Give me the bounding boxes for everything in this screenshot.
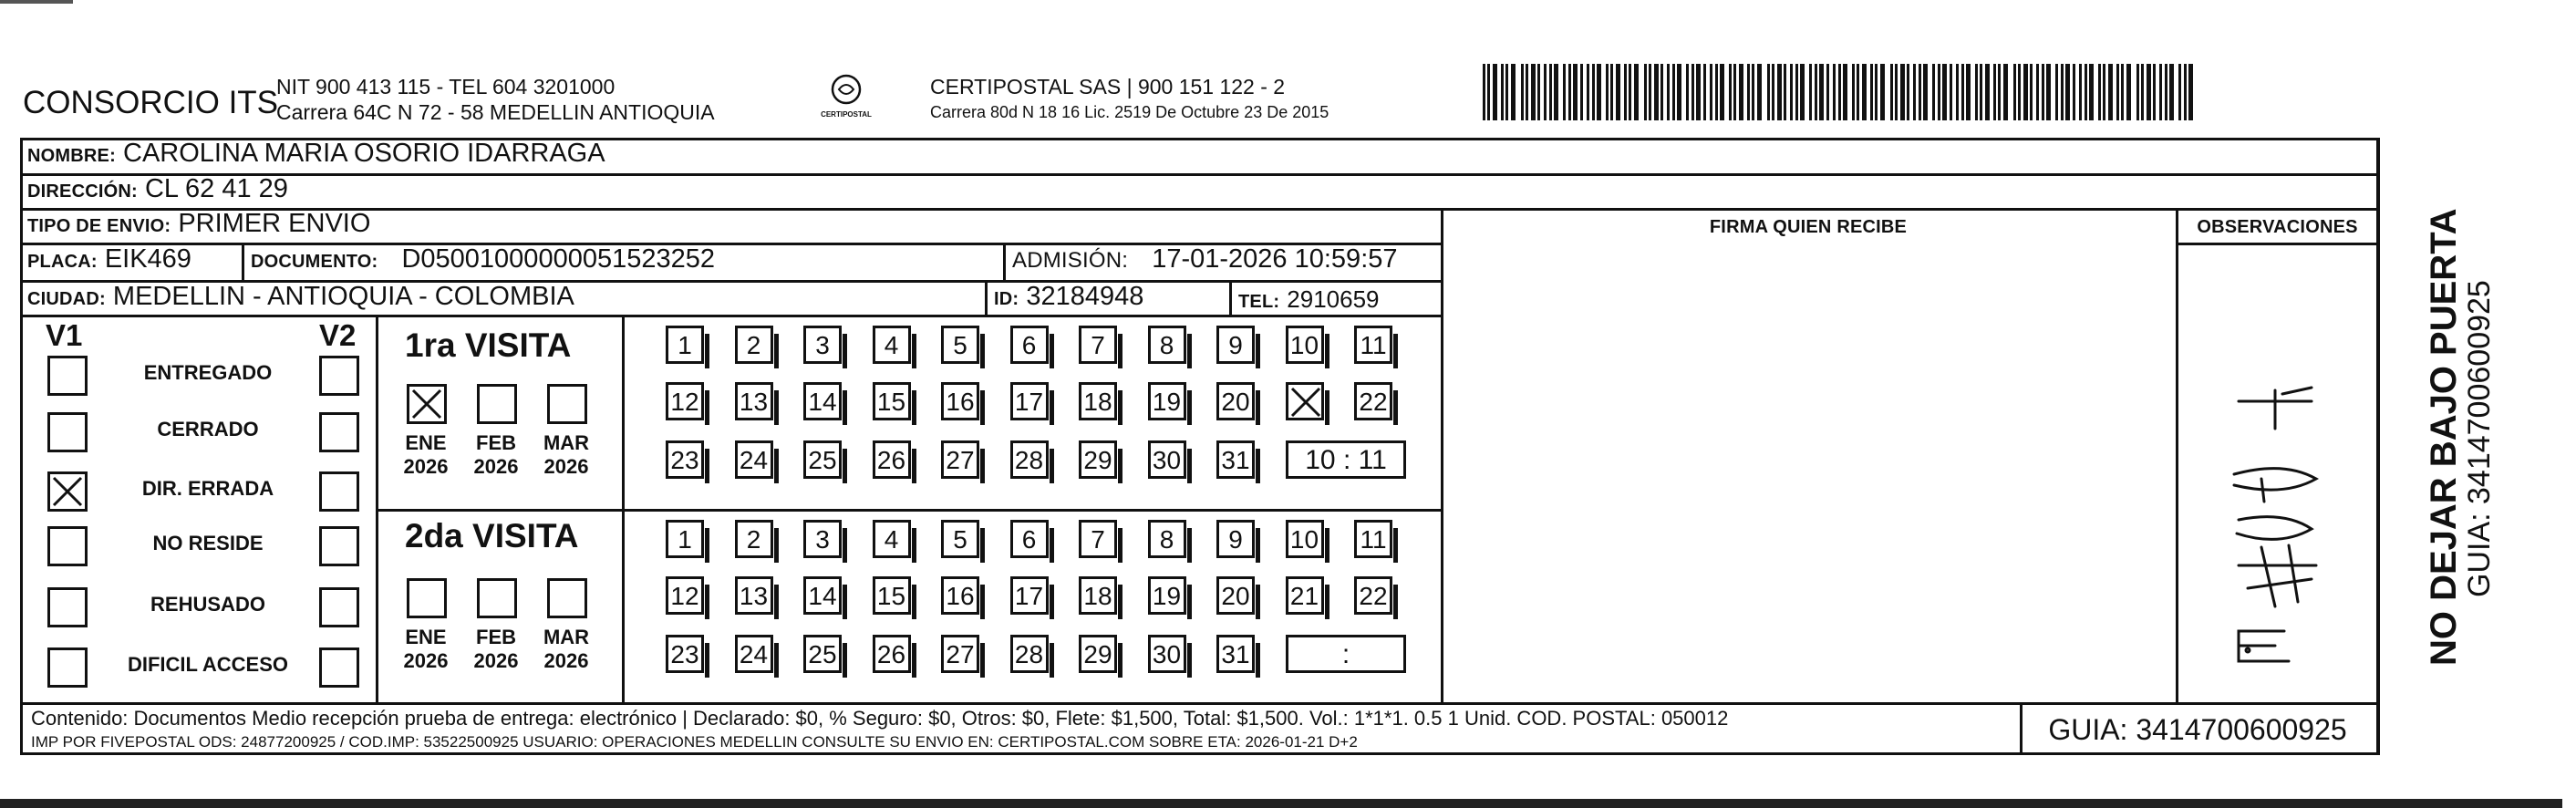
- barcode-bar: [1975, 64, 1978, 120]
- placa-label: PLACA:: [27, 252, 98, 272]
- barcode-bar: [2030, 64, 2033, 120]
- barcode-bar: [2089, 64, 2094, 120]
- barcode-bar: [2061, 64, 2064, 120]
- barcode-bar: [2108, 64, 2113, 120]
- day-box[interactable]: 19: [1148, 382, 1186, 420]
- id-row: [994, 284, 1143, 310]
- barcode-bar: [1747, 64, 1750, 120]
- barcode-bar: [1950, 64, 1952, 120]
- scan-artifact: [0, 799, 2576, 808]
- day-box[interactable]: 9: [1216, 326, 1255, 364]
- day-box[interactable]: 16: [941, 576, 979, 615]
- tel-value: 2910659: [1287, 285, 1380, 313]
- scan-artifact: [0, 0, 73, 4]
- barcode-bar: [1624, 64, 1627, 120]
- v2-checkbox[interactable]: [319, 587, 359, 627]
- day-box[interactable]: 15: [873, 576, 911, 615]
- month-label: [394, 626, 458, 674]
- day-box[interactable]: 26: [873, 635, 911, 673]
- day-box[interactable]: 1: [666, 326, 704, 364]
- nombre-row: [27, 140, 605, 167]
- v2-checkbox[interactable]: [319, 526, 359, 566]
- barcode-bar: [1913, 64, 1916, 120]
- col-divider: [1441, 208, 1443, 705]
- barcode-bar: [1686, 64, 1689, 120]
- barcode-bar: [1857, 64, 1859, 120]
- month-year: 2026: [473, 649, 519, 673]
- day-box[interactable]: 22: [1354, 382, 1392, 420]
- barcode-bar: [2178, 64, 2181, 120]
- barcode-bar: [1610, 64, 1613, 120]
- barcode-bar: [2003, 64, 2008, 120]
- barcode-bar: [1660, 64, 1663, 120]
- barcode-bar: [1739, 64, 1743, 120]
- barcode-bar: [2098, 64, 2101, 120]
- ciudad-row: [27, 284, 574, 310]
- day-box[interactable]: 18: [1079, 382, 1117, 420]
- day-box[interactable]: 15: [873, 382, 911, 420]
- day-box[interactable]: 26: [873, 440, 911, 479]
- day-box[interactable]: 7: [1079, 520, 1117, 558]
- month-year: 2026: [403, 455, 449, 479]
- day-box[interactable]: 17: [1010, 382, 1049, 420]
- barcode-bar: [1900, 64, 1905, 120]
- company-nit-tel: NIT 900 413 115 - TEL 604 3201000: [276, 75, 616, 98]
- v2-checkbox[interactable]: [319, 356, 359, 396]
- barcode-bar: [1800, 64, 1805, 120]
- tel-label: TEL:: [1238, 292, 1280, 312]
- status-option-label: REHUSADO: [150, 593, 265, 616]
- barcode-bar: [1729, 64, 1732, 120]
- barcode-bar: [1521, 64, 1524, 120]
- row-divider: [20, 173, 2380, 176]
- second-visit-label: 2da VISITA: [405, 517, 579, 554]
- carrier-address: Carrera 80d N 18 16 Lic. 2519 De Octubre 23 De 2015: [930, 103, 1329, 121]
- month-year: 2026: [403, 649, 449, 673]
- barcode-bar: [1654, 64, 1659, 120]
- admision-label: ADMISIÓN:: [1012, 248, 1129, 273]
- admision-row: [1012, 246, 1398, 273]
- barcode-bar: [1895, 64, 1898, 120]
- barcode-bar: [1890, 64, 1893, 120]
- barcode-bar: [1932, 64, 1935, 120]
- barcode-bar: [1568, 64, 1571, 120]
- barcode-bar: [1587, 64, 1589, 120]
- direccion-label: DIRECCIÓN:: [27, 181, 138, 202]
- barcode-bar: [1942, 64, 1947, 120]
- barcode-bar: [1544, 64, 1547, 120]
- barcode-bar: [1772, 64, 1774, 120]
- barcode-bar: [1870, 64, 1873, 120]
- barcode-bar: [1573, 64, 1578, 120]
- col-divider: [1229, 280, 1232, 317]
- barcode-bar: [1606, 64, 1609, 120]
- barcode-bar: [1563, 64, 1566, 120]
- day-box[interactable]: 16: [941, 382, 979, 420]
- v2-checkbox[interactable]: [319, 412, 359, 452]
- footer-guia: GUIA: 3414700600925: [2048, 713, 2347, 746]
- barcode-bar: [1852, 64, 1855, 120]
- time-box[interactable]: :: [1286, 635, 1406, 673]
- day-box[interactable]: 31: [1216, 635, 1255, 673]
- month-year: 2026: [543, 649, 589, 673]
- barcode-bar: [1875, 64, 1878, 120]
- time-box[interactable]: 10 : 11: [1286, 440, 1406, 479]
- day-box[interactable]: 5: [941, 520, 979, 558]
- x-mark-icon: [50, 474, 85, 509]
- barcode-bar: [2116, 64, 2119, 120]
- barcode-bar: [1531, 64, 1536, 120]
- barcode-bar: [1838, 64, 1841, 120]
- barcode-bar: [2184, 64, 2187, 120]
- month-year: 2026: [543, 455, 589, 479]
- barcode-bar: [1616, 64, 1620, 120]
- month-checkbox[interactable]: [407, 578, 447, 618]
- placa-row: [27, 246, 191, 273]
- barcode-bar: [1696, 64, 1701, 120]
- day-box[interactable]: 13: [735, 382, 773, 420]
- status-option-label: ENTREGADO: [143, 361, 273, 384]
- barcode-bar: [1907, 64, 1909, 120]
- day-box[interactable]: [1286, 382, 1324, 420]
- x-mark-icon: [1288, 385, 1323, 420]
- barcode-bar: [2153, 64, 2156, 120]
- day-box[interactable]: 9: [1216, 520, 1255, 558]
- day-box[interactable]: 2: [735, 326, 773, 364]
- barcode-bar: [1505, 64, 1508, 120]
- day-box[interactable]: 12: [666, 382, 704, 420]
- barcode-bar: [1993, 64, 1996, 120]
- day-box[interactable]: 30: [1148, 635, 1186, 673]
- first-visit-label: 1ra VISITA: [405, 326, 572, 364]
- barcode-bar: [1703, 64, 1706, 120]
- tipo-label: TIPO DE ENVIO:: [27, 216, 171, 236]
- nombre-value: CAROLINA MARIA OSORIO IDARRAGA: [123, 139, 605, 168]
- barcode-bar: [1644, 64, 1647, 120]
- day-box[interactable]: 4: [873, 326, 911, 364]
- day-box[interactable]: 29: [1079, 440, 1117, 479]
- barcode-bar: [1985, 64, 1990, 120]
- barcode-bar: [2159, 64, 2162, 120]
- barcode-bar: [1667, 64, 1670, 120]
- tel-row: [1238, 286, 1380, 313]
- barcode-bar: [1487, 64, 1490, 120]
- ciudad-value: MEDELLIN - ANTIOQUIA - COLOMBIA: [112, 282, 574, 311]
- day-box[interactable]: 3: [803, 326, 842, 364]
- barcode-bar: [1511, 64, 1516, 120]
- barcode-bar: [1629, 64, 1631, 120]
- day-box[interactable]: 4: [873, 520, 911, 558]
- v1-checkbox[interactable]: [47, 526, 88, 566]
- barcode-bar: [1549, 64, 1552, 120]
- row-divider: [376, 509, 1443, 512]
- barcode-bar: [1634, 64, 1639, 120]
- month-name: FEB: [476, 626, 516, 648]
- v1-checkbox[interactable]: [47, 412, 88, 452]
- status-option-label: DIFICIL ACCESO: [127, 653, 288, 676]
- day-box[interactable]: 30: [1148, 440, 1186, 479]
- day-box[interactable]: 10: [1286, 520, 1324, 558]
- barcode-bar: [1843, 64, 1847, 120]
- barcode-bar: [1790, 64, 1793, 120]
- barcode-bar: [1998, 64, 2001, 120]
- month-name: MAR: [543, 431, 590, 454]
- day-box[interactable]: 11: [1354, 326, 1392, 364]
- month-checkbox[interactable]: [547, 578, 587, 618]
- observaciones-handwriting: [2175, 292, 2375, 684]
- barcode-bar: [2079, 64, 2082, 120]
- barcode-bar: [1833, 64, 1836, 120]
- documento-label: DOCUMENTO:: [251, 252, 378, 272]
- month-year: 2026: [473, 455, 519, 479]
- barcode-bar: [1938, 64, 1940, 120]
- v1-checkbox[interactable]: [47, 471, 88, 512]
- barcode-bar: [1795, 64, 1798, 120]
- barcode-bar: [2085, 64, 2087, 120]
- day-box[interactable]: 25: [803, 635, 842, 673]
- side-guia: GUIA: 3414700600925: [2462, 280, 2497, 597]
- day-box[interactable]: 27: [941, 635, 979, 673]
- barcode-bar: [1956, 64, 1959, 120]
- col-divider: [2376, 138, 2379, 755]
- barcode-bar: [1483, 64, 1485, 120]
- month-checkbox[interactable]: [547, 384, 587, 424]
- v1-checkbox[interactable]: [47, 587, 88, 627]
- barcode-bar: [2121, 64, 2124, 120]
- footer-content-line: Contenido: Documentos Medio recepción prueba de entrega: electrónico | Declarado: $0, % Seguro: $0, Otros: $0, Flete: $1,500, Total: $1,500. Vol.: 1*1*1. 0.5 1 Unid. COD. POSTAL: 050012: [31, 707, 1729, 730]
- direccion-row: [27, 176, 288, 202]
- nombre-label: NOMBRE:: [27, 146, 116, 166]
- barcode-bar: [1809, 64, 1812, 120]
- day-box[interactable]: 28: [1010, 440, 1049, 479]
- barcode-bar: [2188, 64, 2193, 120]
- day-box[interactable]: 17: [1010, 576, 1049, 615]
- col-divider: [985, 280, 988, 317]
- day-box[interactable]: 24: [735, 635, 773, 673]
- day-box[interactable]: 14: [803, 382, 842, 420]
- month-name: ENE: [405, 431, 447, 454]
- barcode-bar: [1815, 64, 1817, 120]
- day-box[interactable]: 21: [1286, 576, 1324, 615]
- company-address: Carrera 64C N 72 - 58 MEDELLIN ANTIOQUIA: [276, 100, 715, 124]
- barcode-bar: [1826, 64, 1829, 120]
- barcode-bar: [2065, 64, 2070, 120]
- barcode-bar: [1554, 64, 1558, 120]
- tipo-value: PRIMER ENVIO: [178, 209, 371, 238]
- placa-value: EIK469: [104, 244, 191, 274]
- v2-checkbox[interactable]: [319, 647, 359, 688]
- day-box[interactable]: 14: [803, 576, 842, 615]
- row-divider: [20, 208, 2380, 211]
- v2-checkbox[interactable]: [319, 471, 359, 512]
- day-box[interactable]: 6: [1010, 520, 1049, 558]
- v2-label: V2: [319, 318, 357, 352]
- day-box[interactable]: 20: [1216, 382, 1255, 420]
- barcode-bar: [1649, 64, 1651, 120]
- barcode-bar: [1493, 64, 1497, 120]
- barcode-bar: [1923, 64, 1928, 120]
- v1-checkbox[interactable]: [47, 647, 88, 688]
- month-name: FEB: [476, 431, 516, 454]
- barcode-bar: [2023, 64, 2028, 120]
- barcode-bar: [1592, 64, 1595, 120]
- month-label: [394, 431, 458, 480]
- barcode-bar: [1501, 64, 1504, 120]
- v1-label: V1: [46, 318, 83, 352]
- barcode-bar: [2169, 64, 2174, 120]
- certipostal-logo: [814, 71, 878, 122]
- id-label: ID:: [994, 289, 1019, 309]
- month-checkbox[interactable]: [407, 384, 447, 424]
- tipo-row: [27, 211, 370, 237]
- day-box[interactable]: 23: [666, 635, 704, 673]
- barcode-bar: [2055, 64, 2058, 120]
- day-box[interactable]: 23: [666, 440, 704, 479]
- barcode-bar: [1691, 64, 1694, 120]
- day-box[interactable]: 13: [735, 576, 773, 615]
- barcode-bar: [1777, 64, 1782, 120]
- barcode-bar: [2147, 64, 2151, 120]
- day-box[interactable]: 22: [1354, 576, 1392, 615]
- carrier-name: CERTIPOSTAL SAS | 900 151 122 - 2: [930, 75, 1286, 98]
- firma-label: FIRMA QUIEN RECIBE: [1709, 217, 1908, 237]
- handwriting-svg: [2175, 292, 2375, 684]
- barcode-bar: [1597, 64, 1601, 120]
- day-box[interactable]: 25: [803, 440, 842, 479]
- day-box[interactable]: 27: [941, 440, 979, 479]
- scan-artifact: [2562, 0, 2576, 808]
- direccion-value: CL 62 41 29: [144, 174, 288, 203]
- row-divider: [2176, 243, 2380, 245]
- barcode-bar: [1862, 64, 1867, 120]
- row-divider: [20, 702, 2380, 705]
- day-box[interactable]: 1: [666, 520, 704, 558]
- barcode-bar: [1767, 64, 1770, 120]
- company-name: CONSORCIO ITS: [23, 85, 279, 120]
- barcode-bar: [1919, 64, 1921, 120]
- barcode-bar: [2073, 64, 2075, 120]
- observaciones-label: OBSERVACIONES: [2197, 217, 2358, 237]
- status-option-label: CERRADO: [157, 418, 259, 440]
- barcode-bar: [1677, 64, 1681, 120]
- barcode-bar: [2013, 64, 2016, 120]
- month-checkbox[interactable]: [477, 384, 517, 424]
- documento-value: D05001000000051523252: [401, 244, 715, 274]
- day-box[interactable]: 10: [1286, 326, 1324, 364]
- day-box[interactable]: 8: [1148, 520, 1186, 558]
- barcode-bar: [2042, 64, 2044, 120]
- barcode-bar: [2036, 64, 2039, 120]
- barcode-bar: [2126, 64, 2131, 120]
- barcode-bar: [1961, 64, 1964, 120]
- month-label: [534, 626, 598, 674]
- day-box[interactable]: 8: [1148, 326, 1186, 364]
- barcode-bar: [2103, 64, 2105, 120]
- month-checkbox[interactable]: [477, 578, 517, 618]
- day-box[interactable]: 19: [1148, 576, 1186, 615]
- barcode-bar: [2136, 64, 2139, 120]
- month-label: [464, 626, 528, 674]
- barcode-bar: [2165, 64, 2167, 120]
- x-mark-icon: [409, 387, 444, 421]
- barcode-bar: [1580, 64, 1583, 120]
- barcode-bar: [2141, 64, 2144, 120]
- barcode-bar: [1980, 64, 1982, 120]
- barcode: [1483, 64, 2198, 120]
- id-value: 32184948: [1026, 282, 1144, 311]
- month-label: [534, 431, 598, 480]
- barcode-bar: [1715, 64, 1718, 120]
- side-warning: NO DEJAR BAJO PUERTA: [2424, 208, 2464, 666]
- barcode-bar: [1733, 64, 1736, 120]
- month-label: [464, 431, 528, 480]
- day-box[interactable]: 24: [735, 440, 773, 479]
- day-box[interactable]: 29: [1079, 635, 1117, 673]
- day-box[interactable]: 11: [1354, 520, 1392, 558]
- barcode-bar: [1819, 64, 1824, 120]
- col-divider: [242, 243, 244, 280]
- day-box[interactable]: 6: [1010, 326, 1049, 364]
- barcode-bar: [1537, 64, 1540, 120]
- admision-value: 17-01-2026 10:59:57: [1152, 244, 1398, 274]
- barcode-bar: [1752, 64, 1754, 120]
- barcode-bar: [1720, 64, 1724, 120]
- documento-row: [251, 246, 715, 273]
- ciudad-label: CIUDAD:: [27, 289, 106, 309]
- v1-checkbox[interactable]: [47, 356, 88, 396]
- barcode-bar: [1880, 64, 1885, 120]
- day-box[interactable]: 2: [735, 520, 773, 558]
- barcode-bar: [2018, 64, 2021, 120]
- barcode-bar: [1710, 64, 1712, 120]
- day-box[interactable]: 7: [1079, 326, 1117, 364]
- barcode-bar: [1784, 64, 1786, 120]
- status-option-label: NO RESIDE: [152, 532, 264, 554]
- footer-print-line: IMP POR FIVEPOSTAL ODS: 24877200925 / COD.IMP: 53522500925 USUARIO: OPERACIONES MEDELLIN CONSULTE SU ENVIO EN: CERTIPOSTAL.COM SOBRE ETA: 2026-01-21 D+2: [31, 733, 1358, 751]
- barcode-bar: [1526, 64, 1528, 120]
- month-name: MAR: [543, 626, 590, 648]
- day-box[interactable]: 20: [1216, 576, 1255, 615]
- day-box[interactable]: 28: [1010, 635, 1049, 673]
- barcode-bar: [1757, 64, 1762, 120]
- day-box[interactable]: 3: [803, 520, 842, 558]
- day-box[interactable]: 31: [1216, 440, 1255, 479]
- col-divider: [1003, 243, 1006, 280]
- barcode-bar: [1672, 64, 1675, 120]
- svg-text:CERTIPOSTAL: CERTIPOSTAL: [821, 110, 872, 119]
- day-box[interactable]: 18: [1079, 576, 1117, 615]
- barcode-bar: [1966, 64, 1971, 120]
- month-name: ENE: [405, 626, 447, 648]
- day-box[interactable]: 12: [666, 576, 704, 615]
- status-option-label: DIR. ERRADA: [141, 477, 274, 500]
- day-box[interactable]: 5: [941, 326, 979, 364]
- barcode-bar: [2046, 64, 2051, 120]
